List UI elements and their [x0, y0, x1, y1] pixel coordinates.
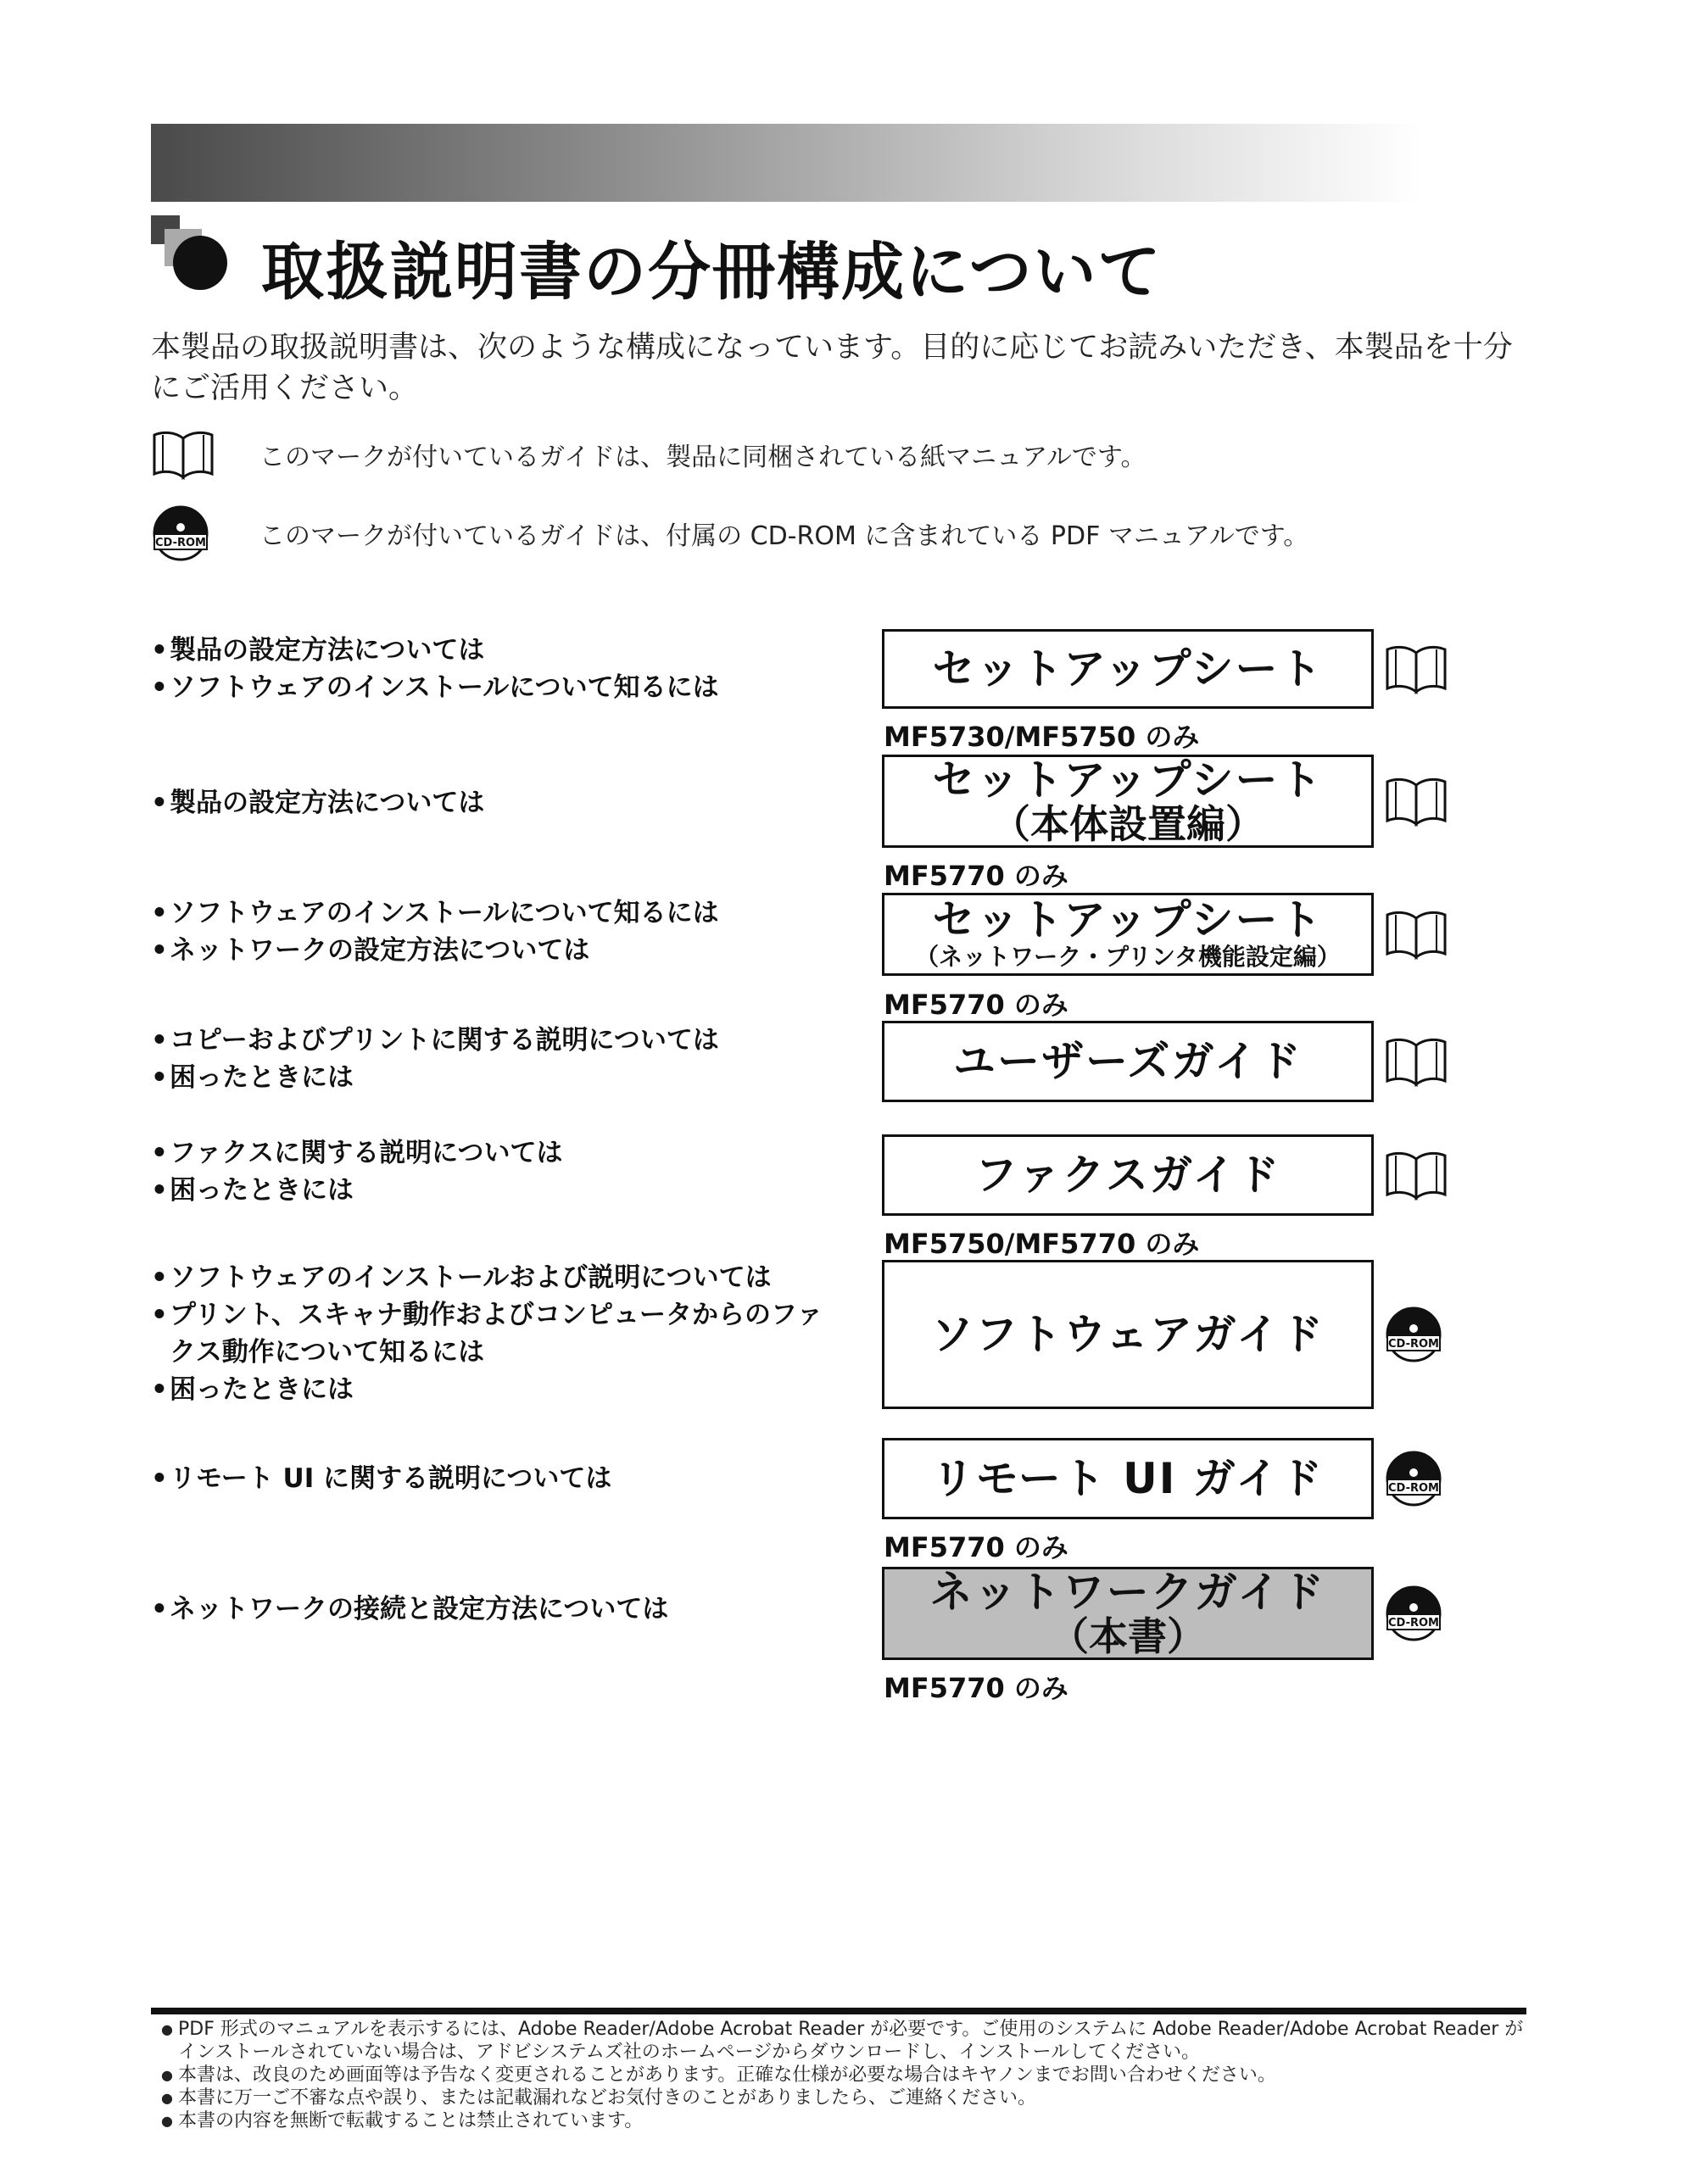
guide-purpose-list	[151, 784, 846, 822]
guide-title: セットアップシート	[932, 755, 1324, 805]
guide-title-box	[882, 1438, 1374, 1519]
guide-subtitle: （ネットワーク・プリンタ機能設定編）	[915, 943, 1341, 971]
purpose-item: • コピーおよびプリントに関する説明については	[151, 1022, 846, 1059]
cd-rom-icon	[1384, 1585, 1443, 1645]
model-availability-note: MF5770 のみ	[884, 989, 1068, 1021]
svg-text:CD-ROM: CD-ROM	[1388, 1338, 1439, 1351]
purpose-item: • ソフトウェアのインストールについて知るには	[151, 669, 846, 706]
purpose-item: • プリント、スキャナ動作およびコンピュータからのファクス動作について知るには	[151, 1296, 846, 1371]
model-availability-note: MF5750/MF5770 のみ	[884, 1228, 1200, 1260]
guide-purpose-list	[151, 1591, 846, 1628]
footer-notes	[161, 2018, 1535, 2132]
purpose-item: • ソフトウェアのインストールについて知るには	[151, 894, 846, 932]
cd-rom-icon	[151, 505, 210, 561]
book-icon	[1384, 1149, 1448, 1205]
purpose-item: • ネットワークの設定方法については	[151, 932, 846, 969]
guide-title: セットアップシート	[932, 895, 1324, 944]
legend-paper	[151, 428, 1146, 481]
guide-subtitle: （本書）	[1050, 1613, 1206, 1659]
guide-purpose-list	[151, 632, 846, 706]
purpose-item: • 製品の設定方法については	[151, 632, 846, 669]
footer-note: ● PDF 形式のマニュアルを表示するには、Adobe Reader/Adobe Acrobat Reader が必要です。ご使用のシステムに Adobe Reader/Adobe Acrobat Reader がインストールされていない場合は、アドビシステムズ社のホームページからダウンロードし、インストールしてください。	[161, 2018, 1535, 2064]
model-availability-note: MF5770 のみ	[884, 1531, 1068, 1563]
purpose-item: • 困ったときには	[151, 1371, 846, 1408]
book-icon	[151, 428, 215, 481]
guide-purpose-list	[151, 1022, 846, 1096]
footer-note: ● 本書は、改良のため画面等は予告なく変更されることがあります。正確な仕様が必要な場合はキヤノンまでお問い合わせください。	[161, 2064, 1535, 2086]
svg-text:CD-ROM: CD-ROM	[1388, 1482, 1439, 1495]
book-icon	[1384, 643, 1448, 699]
legend-paper-text: このマークが付いているガイドは、製品に同梱されている紙マニュアルです。	[259, 443, 1146, 472]
guide-purpose-list	[151, 894, 846, 969]
guide-purpose-list	[151, 1460, 846, 1497]
guide-title-box	[882, 1021, 1374, 1102]
legend-cdrom-text: このマークが付いているガイドは、付属の CD-ROM に含まれている PDF マニュアルです。	[259, 521, 1309, 551]
purpose-item: • 困ったときには	[151, 1059, 846, 1096]
book-icon	[1384, 775, 1448, 831]
book-icon	[1384, 1035, 1448, 1091]
guide-title-box	[882, 1134, 1374, 1216]
footer-divider	[151, 2008, 1526, 2014]
guide-title-box	[882, 893, 1374, 976]
purpose-item: • ファクスに関する説明については	[151, 1134, 846, 1172]
guide-title: ファクスガイド	[974, 1150, 1281, 1200]
model-availability-note: MF5770 のみ	[884, 1672, 1068, 1704]
cd-rom-label: CD-ROM	[155, 537, 206, 549]
purpose-item: • リモート UI に関する説明については	[151, 1460, 846, 1497]
guide-title: セットアップシート	[932, 644, 1324, 694]
guide-title: ソフトウェアガイド	[931, 1310, 1325, 1359]
guide-purpose-list	[151, 1134, 846, 1209]
guide-title: リモート UI ガイド	[931, 1454, 1325, 1503]
footer-note: ● 本書に万一ご不審な点や誤り、または記載漏れなどお気付きのことがありましたら、ご連絡ください。	[161, 2086, 1535, 2109]
cd-rom-icon	[1384, 1306, 1443, 1366]
intro-text: 本製品の取扱説明書は、次のような構成になっています。目的に応じてお読みいただき、本製品を十分にご活用ください。	[151, 331, 1513, 405]
svg-text:CD-ROM: CD-ROM	[1388, 1617, 1439, 1630]
book-icon	[1384, 908, 1448, 964]
guide-title-box	[882, 1260, 1374, 1409]
guide-subtitle: （本体設置編）	[991, 801, 1264, 847]
guide-title: ネットワークガイド	[929, 1568, 1326, 1617]
purpose-item: • 製品の設定方法については	[151, 784, 846, 822]
model-availability-note: MF5770 のみ	[884, 860, 1068, 892]
footer-note: ● 本書の内容を無断で転載することは禁止されています。	[161, 2109, 1535, 2132]
guide-purpose-list	[151, 1259, 846, 1408]
header-gradient-bar	[151, 124, 1423, 202]
guide-title-box	[882, 629, 1374, 709]
title-marker-icon	[151, 215, 236, 296]
model-availability-note: MF5730/MF5750 のみ	[884, 721, 1200, 753]
purpose-item: • ネットワークの接続と設定方法については	[151, 1591, 846, 1628]
cd-rom-icon	[1384, 1451, 1443, 1510]
purpose-item: • 困ったときには	[151, 1172, 846, 1209]
page-title: 取扱説明書の分冊構成について	[261, 236, 1163, 309]
purpose-item: • ソフトウェアのインストールおよび説明については	[151, 1259, 846, 1296]
guide-title: ユーザーズガイド	[953, 1037, 1303, 1086]
guide-title-box	[882, 755, 1374, 848]
guide-title-box	[882, 1567, 1374, 1660]
legend-cdrom	[151, 505, 1309, 561]
